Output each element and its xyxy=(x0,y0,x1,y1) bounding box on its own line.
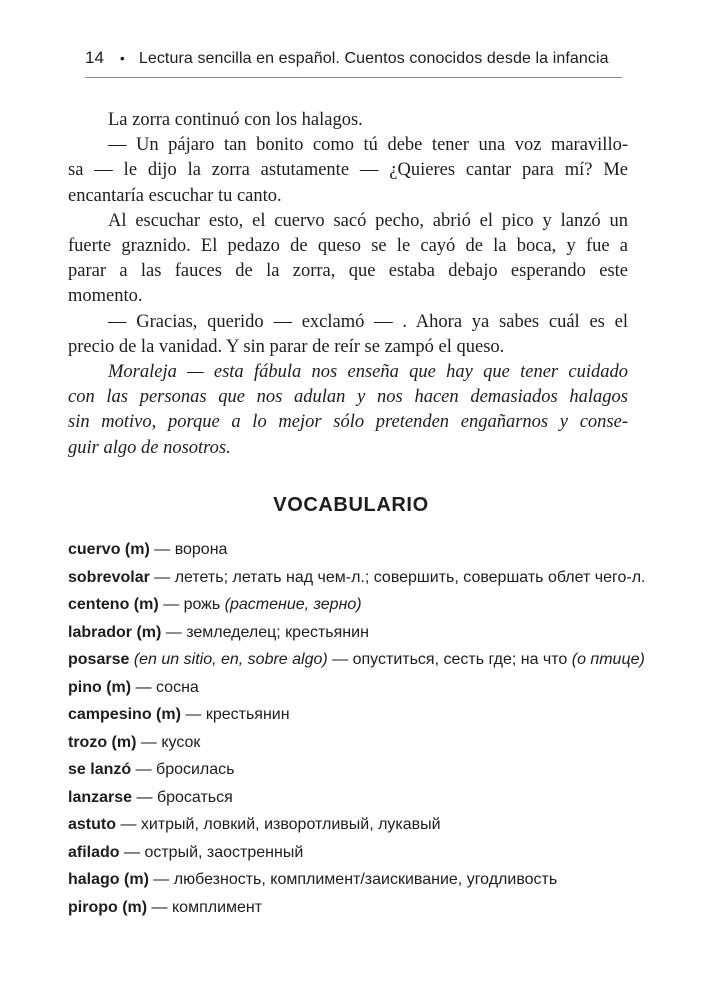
vocab-definition: — острый, заостренный xyxy=(119,843,304,861)
vocab-entry xyxy=(68,619,672,647)
story-line: momento. xyxy=(68,286,143,307)
vocabulary-heading: VOCABULARIO xyxy=(273,494,429,516)
vocab-entry xyxy=(68,784,672,812)
story xyxy=(68,108,628,461)
vocab-definition: — опуститься, сесть где; на что xyxy=(327,651,572,668)
bullet-separator: • xyxy=(119,50,125,66)
vocab-entry xyxy=(68,536,672,564)
vocab-term: posarse xyxy=(68,651,130,668)
story-line: — Un pájaro tan bonito como tú debe tener una voz maravillo- xyxy=(108,135,628,156)
vocab-definition: — ворона xyxy=(149,541,228,558)
story-line: guir algo de nosotros. xyxy=(68,437,231,458)
story-line: — Gracias, querido — exclamó — . Ahora ya sabes cuál es el xyxy=(108,311,628,332)
vocab-note: (о птице) xyxy=(571,651,645,668)
vocab-term: labrador (m) xyxy=(68,623,162,641)
story-line: precio de la vanidad. Y sin parar de reír se zampó el queso. xyxy=(68,336,505,357)
story-line: La zorra continuó con los halagos. xyxy=(108,110,363,130)
vocab-term: centeno (m) xyxy=(68,596,159,613)
vocab-term: halago (m) xyxy=(68,871,149,888)
vocab-definition: — комплимент xyxy=(147,898,263,916)
vocab-entry xyxy=(68,674,672,702)
vocab-entry xyxy=(68,646,672,674)
vocab-term: pino (m) xyxy=(68,678,132,696)
vocab-definition: — хитрый, ловкий, изворотливый, лукавый xyxy=(116,816,441,833)
story-paragraph xyxy=(68,133,628,209)
vocab-definition: — любезность, комплимент/заискивание, угодливость xyxy=(148,871,558,888)
vocab-term: lanzarse xyxy=(68,788,133,806)
story-line: fuerte graznido. El pedazo de queso se le cayó de la boca, y fue a xyxy=(68,236,628,257)
vocab-term: astuto xyxy=(68,816,116,833)
vocab-term: sobrevolar xyxy=(68,568,150,586)
story-line: parar a las fauces de la zorra, que estaba debajo esperando este xyxy=(68,261,628,282)
vocab-note: (en un sitio, en, sobre algo) xyxy=(133,651,328,668)
story-paragraph xyxy=(68,209,628,310)
vocab-term: piropo (m) xyxy=(68,898,148,916)
vocab-entry xyxy=(68,756,672,784)
vocab-note: (растение, зерно) xyxy=(224,596,362,613)
story-line: encantaría escuchar tu canto. xyxy=(68,185,282,206)
vocab-definition: — сосна xyxy=(131,678,199,696)
vocab-term: campesino (m) xyxy=(68,706,181,723)
vocabulary-list xyxy=(68,536,672,921)
story-line: sa — le dijo la zorra astutamente — ¿Quieres cantar para mí? Me xyxy=(68,160,628,181)
story-paragraph xyxy=(68,360,628,461)
story-line: sin motivo, porque a lo mejor sólo pretenden engañarnos y conse- xyxy=(68,412,628,433)
vocab-entry xyxy=(68,591,672,619)
story-line: Moraleja — esta fábula nos enseña que hay que tener cuidado xyxy=(108,362,628,383)
vocab-definition: — земледелец; крестьянин xyxy=(161,623,369,641)
story-line: Al escuchar esto, el cuervo sacó pecho, abrió el pico y lanzó un xyxy=(108,210,628,231)
vocab-entry xyxy=(68,839,672,867)
running-head xyxy=(85,48,622,78)
vocab-entry xyxy=(68,866,672,894)
vocab-definition: — лететь; летать над чем-л.; совершить, совершать облет чего-л. xyxy=(149,568,646,586)
vocab-definition: — крестьянин xyxy=(180,706,290,723)
page-number: 14 xyxy=(85,48,104,67)
vocab-definition: — кусок xyxy=(136,733,201,751)
vocab-term: afilado xyxy=(68,843,120,861)
vocab-entry xyxy=(68,811,672,839)
vocab-entry xyxy=(68,564,672,592)
vocab-entry xyxy=(68,894,672,922)
story-paragraph xyxy=(68,108,628,133)
vocab-term: trozo (m) xyxy=(68,733,137,751)
vocab-definition: — бросаться xyxy=(132,788,233,806)
vocab-entry xyxy=(68,701,672,729)
vocab-definition: — бросилась xyxy=(131,761,235,778)
story-line: con las personas que nos adulan y nos hacen demasiados halagos xyxy=(68,387,628,408)
vocab-definition: — рожь xyxy=(158,596,225,613)
story-paragraph xyxy=(68,310,628,360)
vocab-term: cuervo (m) xyxy=(68,541,150,558)
running-title: Lectura sencilla en español. Cuentos conocidos desde la infancia xyxy=(138,50,609,67)
vocab-term: se lanzó xyxy=(68,761,132,778)
vocab-entry xyxy=(68,729,672,757)
